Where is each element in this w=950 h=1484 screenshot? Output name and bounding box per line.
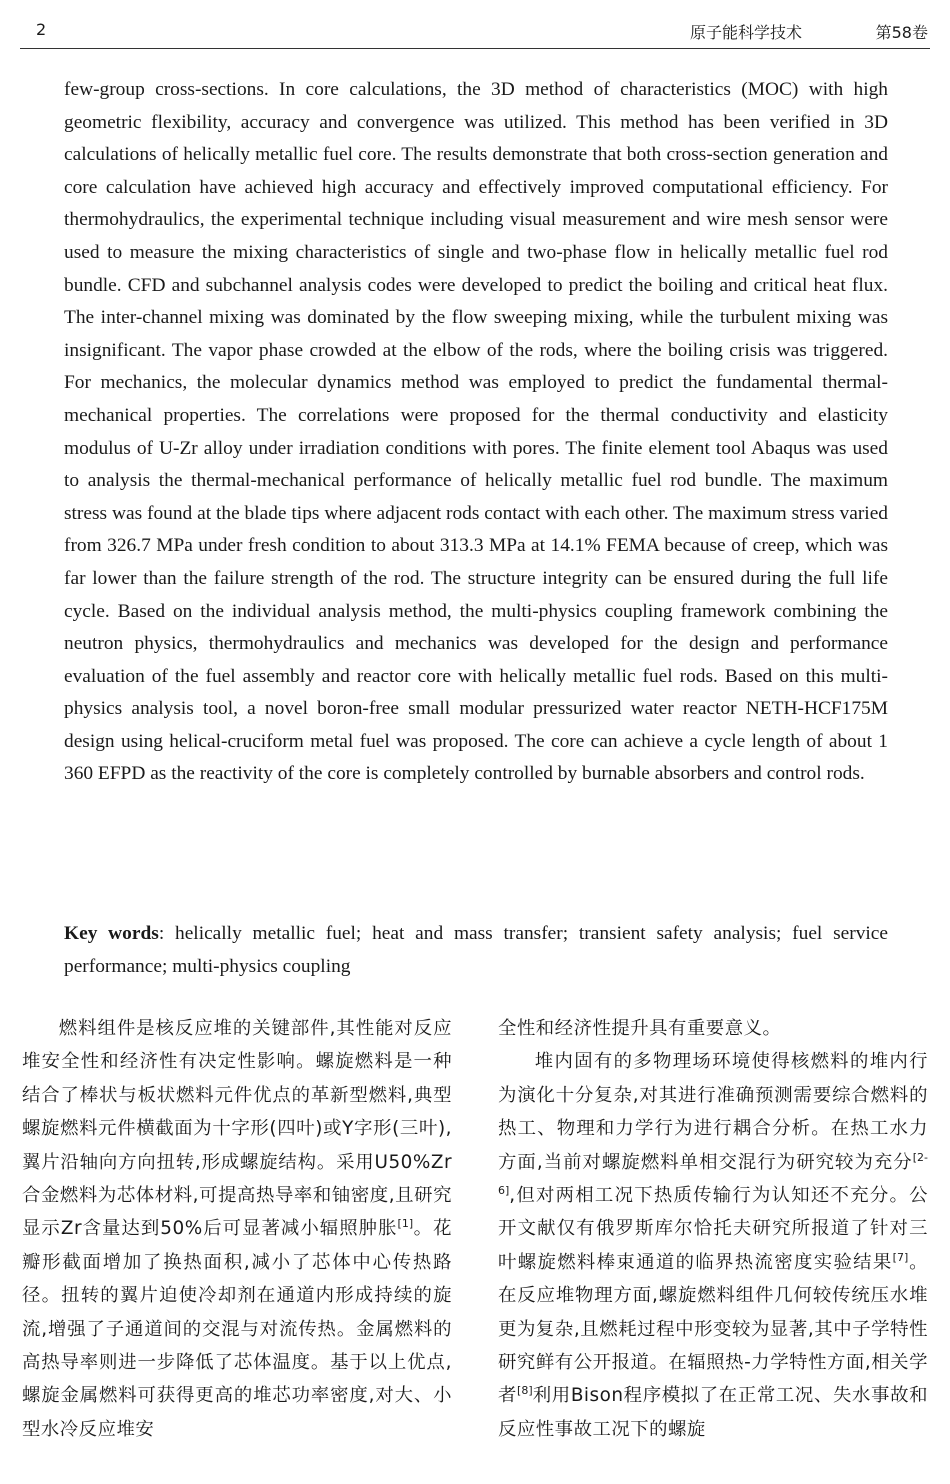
body-column-left (22, 1012, 452, 1446)
body-paragraph (22, 1012, 452, 1446)
body-paragraph (498, 1045, 928, 1446)
body-text: ,但对两相工况下热质传输行为认知还不充分。公开文献仅有俄罗斯库尔恰托夫研究所报道了针对三叶螺旋燃料棒束通道的临界热流密度实验结果 (498, 1185, 928, 1273)
abstract-text: few-group cross-sections. In core calculations, the 3D method of characteristics (MOC) with high geometric flexibility, accuracy and convergence was utilized. This method has been verified in 3D calculations of helically metallic fuel core. The results demonstrate that both cross-section generation and core calculation have achieved high accuracy and effectively improved computational efficiency. For thermohydraulics, the experimental technique including visual measurement and wire mesh sensor were used to measure the mixing characteristics of single and two-phase flow in helically metallic fuel rod bundle. CFD and subchannel analysis codes were developed to predict the boiling and critical heat flux. The inter-channel mixing was dominated by the flow sweeping mixing, while the turbulent mixing was insignificant. The vapor phase crowded at the elbow of the rods, where the boiling crisis was triggered. For mechanics, the molecular dynamics method was employed to predict the fundamental thermal-mechanical properties. The correlations were proposed for the thermal conductivity and elasticity modulus of U-Zr alloy under irradiation conditions with pores. The finite element tool Abaqus was used to analysis the thermal-mechanical performance of helically metallic fuel rod bundle. The maximum stress was found at the blade tips where adjacent rods contact with each other. The maximum stress varied from 326.7 MPa under fresh condition to about 313.3 MPa at 14.1% FEMA because of creep, which was far lower than the failure strength of the rod. The structure integrity can be ensured during the full life cycle. Based on the individual analysis method, the multi-physics coupling framework combining the neutron physics, thermohydraulics and mechanics was developed for the design and performance evaluation of the fuel assembly and reactor core with helically metallic fuel rods. Based on this multi-physics analysis tool, a novel boron-free small modular pressurized water reactor NETH-HCF175M design using helical-cruciform metal fuel was proposed. The core can achieve a cycle length of about 1 360 EFPD as the reactivity of the core is completely controlled by burnable absorbers and control rods. (64, 79, 888, 785)
body-text: 燃料组件是核反应堆的关键部件,其性能对反应堆安全性和经济性有决定性影响。螺旋燃料是一种结合了棒状与板状燃料元件优点的革新型燃料,典型螺旋燃料元件横截面为十字形(四叶)或Y字形(三叶),翼片沿轴向方向扭转,形成螺旋结构。采用U50%Zr合金燃料为芯体材料,可提高热导率和铀密度,且研究显示Zr含量达到50%后可显著减小辐照肿胀 (22, 1018, 452, 1240)
journal-title: 原子能科学技术 (689, 23, 802, 42)
keywords-label: Key words (64, 923, 159, 944)
keywords (64, 918, 888, 983)
body-text: 利用Bison程序模拟了在正常工况、失水事故和反应性事故工况下的螺旋 (498, 1385, 928, 1440)
citation[interactable]: [7] (892, 1250, 909, 1264)
citation[interactable]: [8] (517, 1384, 533, 1398)
body-text: 堆内固有的多物理场环境使得核燃料的堆内行为演化十分复杂,对其进行准确预测需要综合燃料的热工、物理和力学行为进行耦合分析。在热工水力方面,当前对螺旋燃料单相交混行为研究较为充分 (498, 1051, 928, 1173)
keywords-text: helically metallic fuel; heat and mass transfer; transient safety analysis; fuel service performance; multi-physics coupling (64, 923, 888, 977)
page-number: 2 (36, 20, 47, 39)
body-text: 。在反应堆物理方面,螺旋燃料组件几何较传统压水堆更为复杂,且燃耗过程中形变较为显著,其中子学特性研究鲜有公开报道。在辐照热-力学特性方面,相关学者 (498, 1251, 928, 1407)
keywords-separator: : (158, 923, 165, 944)
page-header (20, 14, 930, 49)
volume-label: 第58卷 (875, 23, 928, 42)
citation[interactable]: [2-6] (498, 1150, 928, 1197)
body-column-right (498, 1012, 928, 1446)
citation[interactable]: [1] (397, 1217, 414, 1231)
body-paragraph: 全性和经济性提升具有重要意义。 (498, 1018, 782, 1039)
body-text: 。花瓣形截面增加了换热面积,减小了芯体中心传热路径。扭转的翼片迫使冷却剂在通道内形成持续的旋流,增强了子通道间的交混与对流传热。金属燃料的高热导率则进一步降低了芯体温度。基于以上优点,螺旋金属燃料可获得更高的堆芯功率密度,对大、小型水冷反应堆安 (22, 1218, 452, 1440)
